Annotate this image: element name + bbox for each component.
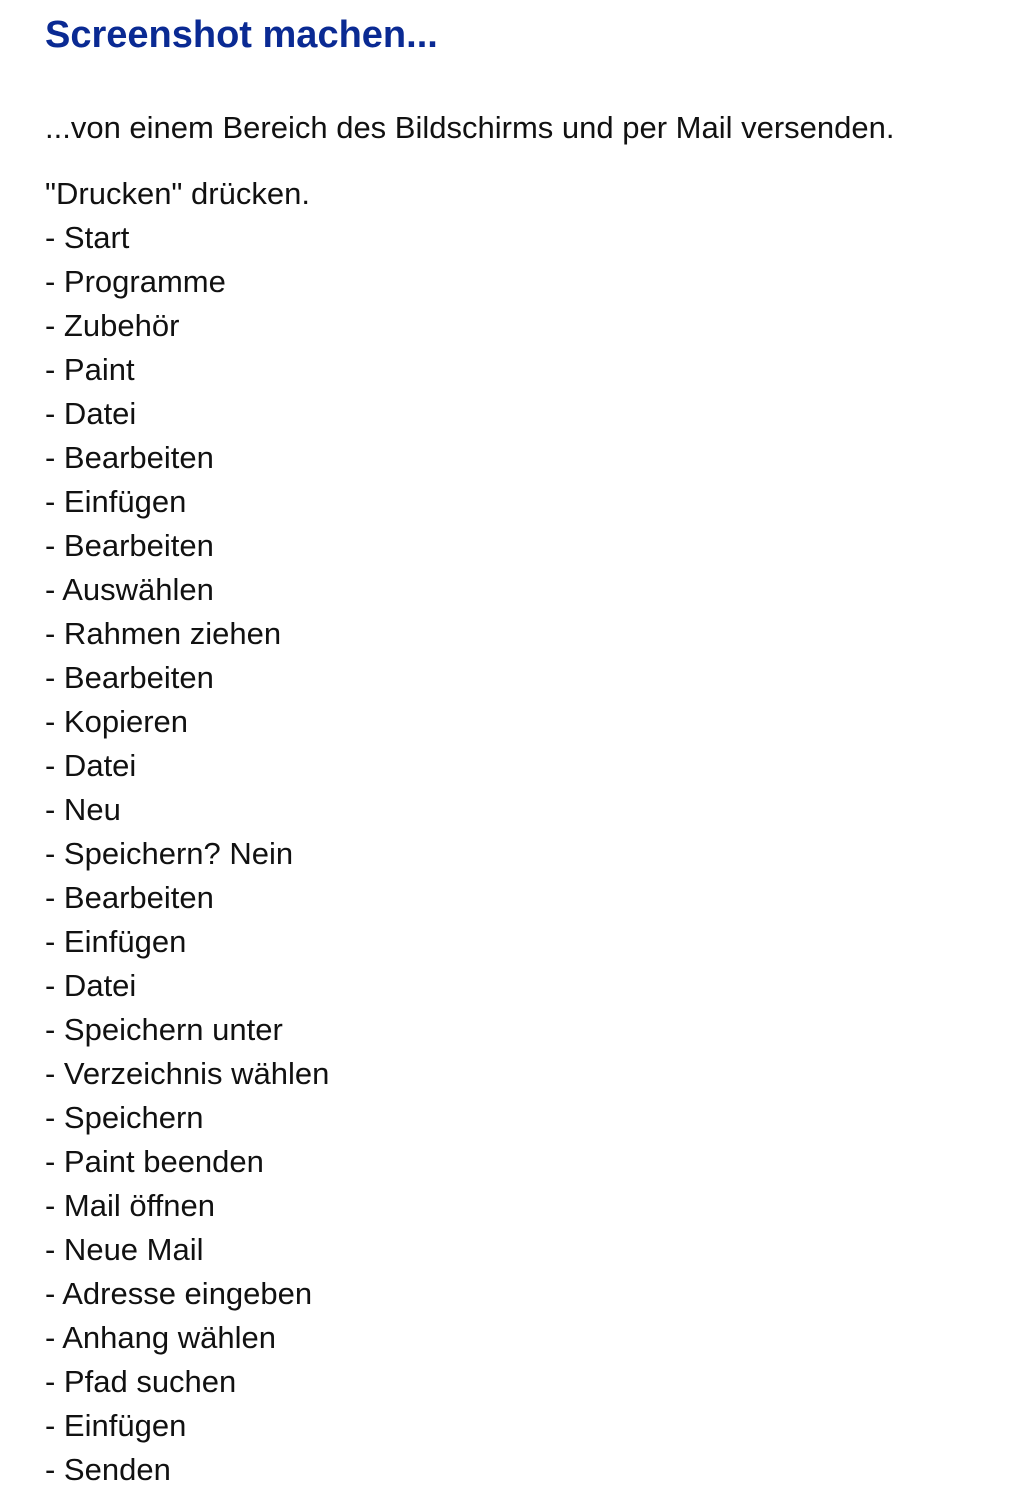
step-item: - Pfad suchen (45, 1364, 237, 1399)
step-item: - Speichern (45, 1100, 204, 1135)
step-item: - Bearbeiten (45, 528, 214, 563)
step-item: - Bearbeiten (45, 660, 214, 695)
step-item: - Programme (45, 264, 226, 299)
step-item: - Senden (45, 1452, 171, 1487)
step-item: - Rahmen ziehen (45, 616, 282, 651)
step-item: - Paint beenden (45, 1144, 264, 1179)
step-item: - Start (45, 220, 130, 255)
step-item: - Speichern? Nein (45, 836, 294, 871)
steps-list (45, 172, 329, 1492)
step-item: - Mail öffnen (45, 1188, 216, 1223)
step-item: - Datei (45, 748, 137, 783)
steps-lead: "Drucken" drücken. (45, 176, 310, 211)
step-item: - Anhang wählen (45, 1320, 276, 1355)
step-item: - Neu (45, 792, 121, 827)
step-item: - Auswählen (45, 572, 214, 607)
step-item: - Paint (45, 352, 135, 387)
step-item: - Einfügen (45, 484, 187, 519)
step-item: - Verzeichnis wählen (45, 1056, 330, 1091)
page-title: Screenshot machen... (45, 14, 438, 56)
step-item: - Bearbeiten (45, 440, 214, 475)
step-item: - Speichern unter (45, 1012, 283, 1047)
step-item: - Adresse eingeben (45, 1276, 313, 1311)
step-item: - Einfügen (45, 1408, 187, 1443)
intro-text: ...von einem Bereich des Bildschirms und per Mail versenden. (45, 110, 895, 145)
step-item: - Bearbeiten (45, 880, 214, 915)
step-item: - Datei (45, 396, 137, 431)
step-item: - Kopieren (45, 704, 189, 739)
step-item: - Neue Mail (45, 1232, 204, 1267)
step-item: - Datei (45, 968, 137, 1003)
step-item: - Einfügen (45, 924, 187, 959)
step-item: - Zubehör (45, 308, 180, 343)
